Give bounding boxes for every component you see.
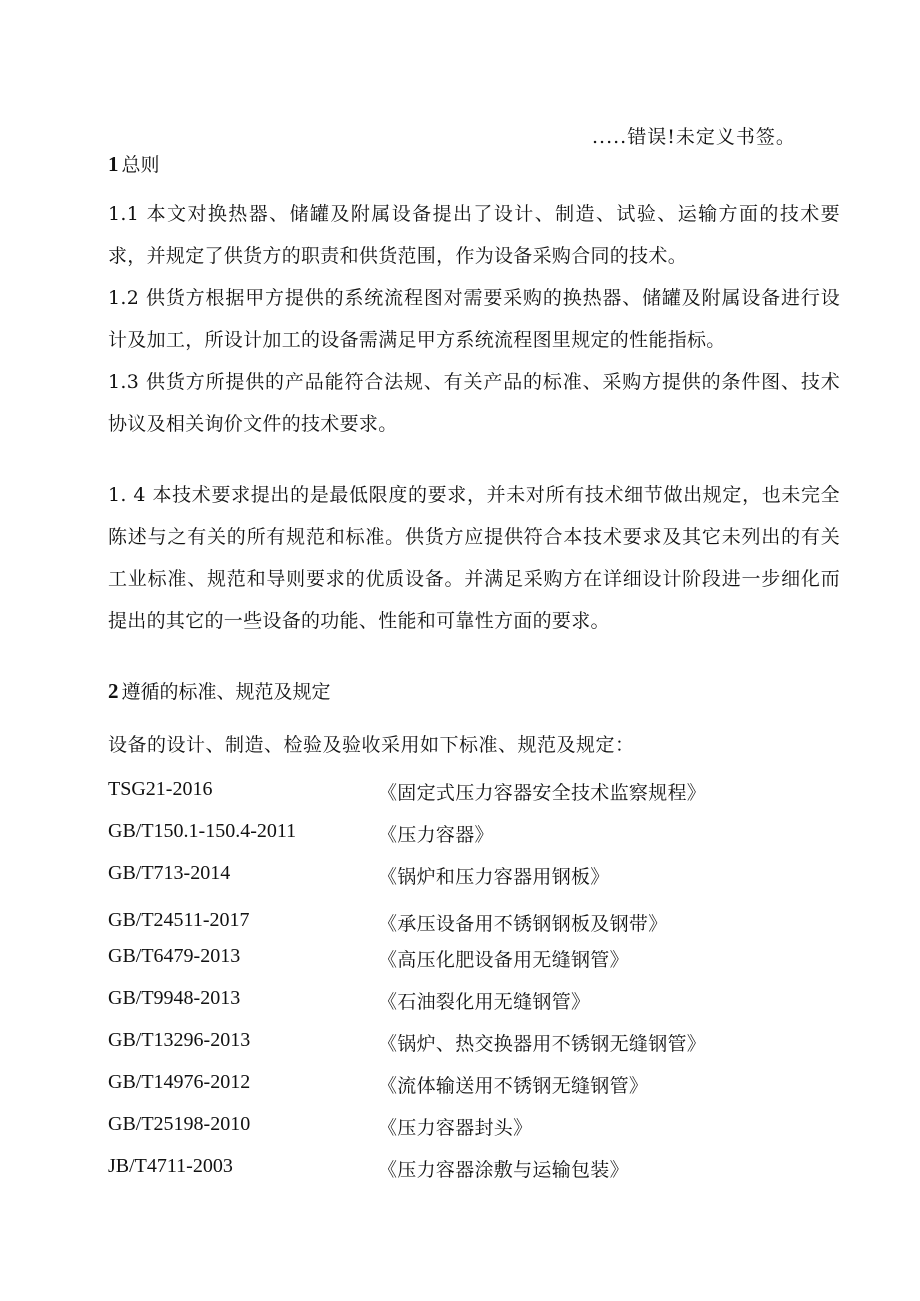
standard-code: GB/T9948-2013 (108, 987, 241, 1009)
section-2-heading (108, 677, 331, 704)
standard-row (108, 1071, 840, 1099)
standard-row (108, 1113, 840, 1141)
paragraph-1-1: 1.1 本文对换热器、储罐及附属设备提出了设计、制造、试验、运输方面的技术要求，并规定了供货方的职责和供货范围，作为设备采购合同的技术。 (108, 203, 840, 267)
standard-code: JB/T4711-2003 (108, 1155, 233, 1177)
section-1-title: 总则 (121, 154, 160, 176)
standard-code: GB/T13296-2013 (108, 1029, 251, 1051)
section-1-number: 1 (108, 152, 119, 176)
paragraph-1-3: 1.3 供货方所提供的产品能符合法规、有关产品的标准、采购方提供的条件图、技术协议及相关询价文件的技术要求。 (108, 371, 840, 435)
standard-title: 《压力容器封头》 (378, 1117, 533, 1139)
standard-row (108, 987, 840, 1015)
standard-title: 《石油裂化用无缝钢管》 (378, 991, 591, 1013)
section-2-number: 2 (108, 679, 119, 703)
standard-row (108, 778, 840, 806)
standard-title: 《固定式压力容器安全技术监察规程》 (378, 782, 707, 804)
standard-row (108, 1029, 840, 1057)
standard-row (108, 862, 840, 890)
standard-row (108, 1155, 840, 1183)
paragraph-1-2: 1.2 供货方根据甲方提供的系统流程图对需要采购的换热器、储罐及附属设备进行设计及加工，所设计加工的设备需满足甲方系统流程图里规定的性能指标。 (108, 287, 840, 351)
standard-title: 《锅炉、热交换器用不锈钢无缝钢管》 (378, 1033, 707, 1055)
standard-code: TSG21-2016 (108, 778, 213, 800)
paragraph-1-4: 1. 4 本技术要求提出的是最低限度的要求，并未对所有技术细节做出规定，也未完全陈述与之有关的所有规范和标准。供货方应提供符合本技术要求及其它未列出的有关工业标准、规范和导则要求的优质设备。并满足采购方在详细设计阶段进一步细化而提出的其它的一些设备的功能、性能和可靠性方面的要求。 (108, 484, 840, 632)
standard-title: 《流体输送用不锈钢无缝钢管》 (378, 1075, 649, 1097)
standard-title: 《锅炉和压力容器用钢板》 (378, 866, 610, 888)
standard-row (108, 909, 840, 937)
standards-intro: 设备的设计、制造、检验及验收采用如下标准、规范及规定： (108, 734, 635, 756)
standard-title: 《压力容器涂敷与运输包装》 (378, 1159, 629, 1181)
standard-title: 《高压化肥设备用无缝钢管》 (378, 949, 629, 971)
section-1-heading (108, 150, 160, 177)
section-2-title: 遵循的标准、规范及规定 (121, 681, 331, 703)
standard-row (108, 945, 840, 973)
standard-code: GB/T150.1-150.4-2011 (108, 820, 297, 842)
standard-code: GB/T14976-2012 (108, 1071, 251, 1093)
standard-title: 《压力容器》 (378, 824, 494, 846)
standard-code: GB/T24511-2017 (108, 909, 250, 931)
standard-code: GB/T25198-2010 (108, 1113, 251, 1135)
toc-error-entry: .....错误!未定义书签。 (592, 126, 796, 148)
standard-row (108, 820, 840, 848)
standard-title: 《承压设备用不锈钢钢板及钢带》 (378, 913, 668, 935)
standard-code: GB/T713-2014 (108, 862, 231, 884)
standard-code: GB/T6479-2013 (108, 945, 241, 967)
